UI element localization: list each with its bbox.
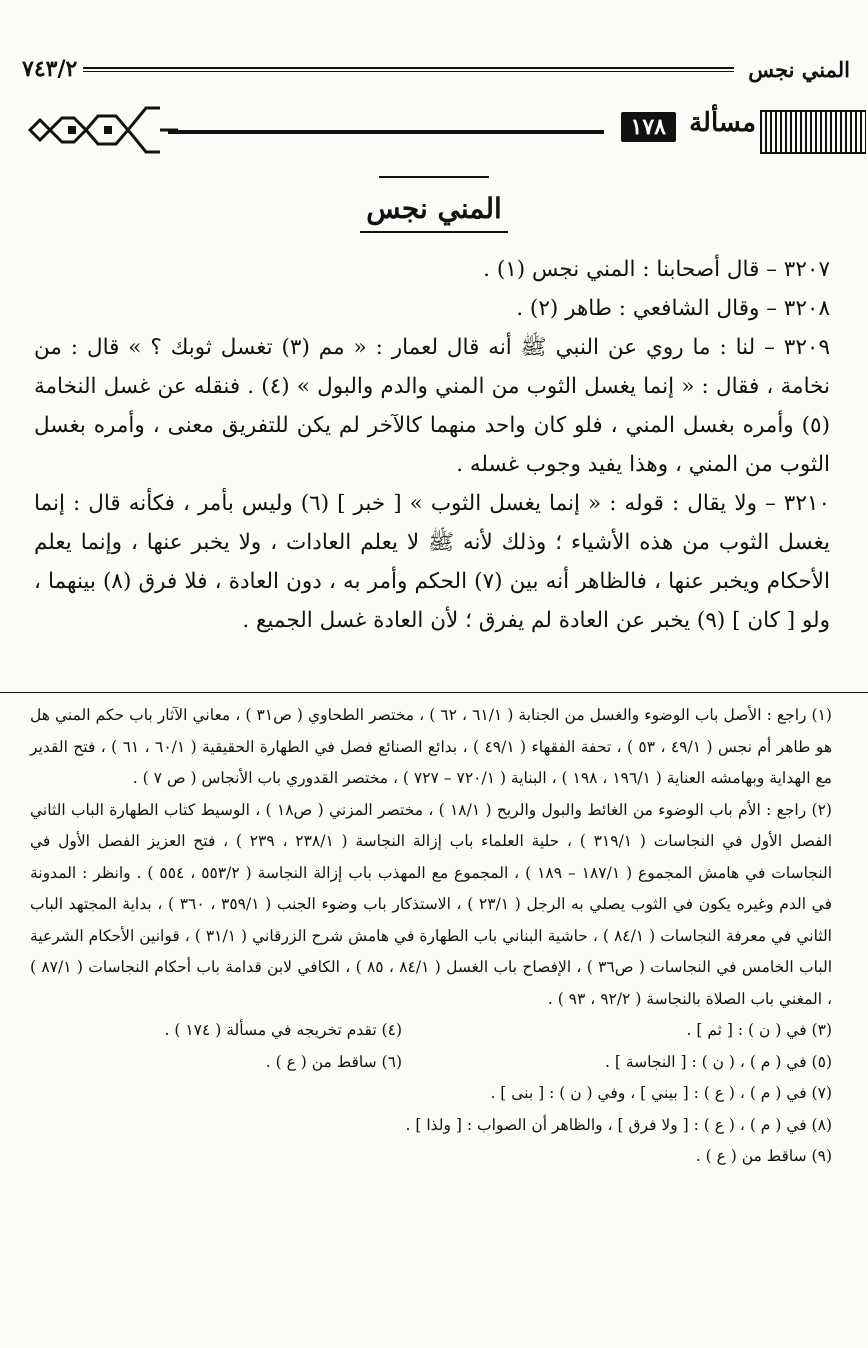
footnote-5: (٥) في ( م ) ، ( ن ) : [ النجاسة ] . <box>605 1052 832 1071</box>
page-title: المني نجس <box>360 192 508 233</box>
banner-rule <box>168 130 604 134</box>
footnote-row <box>30 1015 832 1047</box>
paragraph-3209: ٣٢٠٩ – لنا : ما روي عن النبي ﷺ أنه قال لعمار : « مم (٣) تغسل ثوبك ؟ » قال : من نخامة ، فقال : « إنما يغسل الثوب من المني والدم والبول » (٤) . فنقله عن غسل النخامة (٥) وأمره بغسل المني ، فلو كان واحد منهما كالآخر لم يكن للتفريق معنى ، وأمره بغسل الثوب من المني ، وهذا يفيد وجوب غسله . <box>34 335 830 477</box>
paragraph-3210: ٣٢١٠ – ولا يقال : قوله : « إنما يغسل الثوب » [ خبر ] (٦) وليس بأمر ، فكأنه قال : إنما يغسل الثوب من هذه الأشياء ؛ وذلك لأنه ﷺ لا يعلم العادات ، ولا يخبر عنها ، وإنما يعلم الأحكام ويخبر عنها ، فالظاهر أنه بين (٧) الحكم وأمر به ، دون العادة ، فلا فرق (٨) بينهما ، ولو [ كان ] (٩) يخبر عن العادة لم يفرق ؛ لأن العادة غسل الجميع . <box>34 491 830 633</box>
footnote-4: (٤) تقدم تخريجه في مسألة ( ١٧٤ ) . <box>164 1021 402 1039</box>
footnote-8: (٨) في ( م ) ، ( ع ) : [ ولا فرق ] ، والظاهر أن الصواب : [ ولذا ] . <box>405 1115 832 1134</box>
footnote-6: (٦) ساقط من ( ع ) . <box>265 1052 402 1071</box>
heading-top-rule <box>379 176 489 178</box>
running-title: المني نجس <box>748 56 850 82</box>
footnote-7: (٧) في ( م ) ، ( ع ) : [ بيني ] ، وفي ( ن ) : [ بنى ] . <box>490 1084 832 1102</box>
issue-banner <box>18 98 866 160</box>
issue-label: مسألة <box>689 108 756 138</box>
footnote-1: (١) راجع : الأصل باب الوضوء والغسل من الجنابة ( ٦١/١ ، ٦٢ ) ، مختصر الطحاوي ( ص٣١ ) ، معاني الآثار باب حكم المني هل هو طاهر أم نجس ( ٤٩/١ ، ٥٣ ) ، تحفة الفقهاء ( ٤٩/١ ) ، بدائع الصنائع فصل في الطهارة الحقيقية ( ٦٠/١ ، ٦١ ) ، فتح القدير مع الهداية وبهامشه العناية ( ١٩٦/١ ، ١٩٨ ) ، البناية ( ٧٢٠/١ – ٧٢٧ ) ، مختصر القدوري باب الأنجاس ( ص ٧ ) . <box>30 706 832 787</box>
footnote-3: (٣) في ( ن ) : [ ثم ] . <box>686 1021 832 1039</box>
paragraph-3207: ٣٢٠٧ – قال أصحابنا : المني نجس (١) . <box>483 257 830 282</box>
footnote-separator <box>0 692 868 693</box>
decorative-bars <box>760 110 866 154</box>
footnotes <box>30 700 832 1173</box>
running-header <box>22 52 850 86</box>
paragraph-3208: ٣٢٠٨ – وقال الشافعي : طاهر (٢) . <box>516 296 830 321</box>
footnote-9: (٩) ساقط من ( ع ) . <box>695 1147 832 1165</box>
footnote-row <box>30 1047 832 1079</box>
page-number: ٧٤٣/٢ <box>22 56 78 82</box>
section-heading <box>0 176 868 233</box>
footnote-2: (٢) راجع : الأم باب الوضوء من الغائط والبول والريح ( ١٨/١ ) ، مختصر المزني ( ص١٨ ) ، الوسيط كتاب الطهارة الباب الثاني الفصل الأول في النجاسات ( ٣١٩/١ ) ، حلية العلماء باب إزالة النجاسة ( ٢٣٨/١ ، ٢٣٩ ) ، فتح العزيز الفصل الأول في النجاسات في هامش المجموع ( ١٨٧/١ – ١٨٩ ) ، المجموع مع المهذب باب إزالة النجاسة ( ٥٥٣/٢ ، ٥٥٤ ) . وانظر : المدونة في الدم وغيره يكون في الثوب يصلي به الرجل ( ٢٣/١ ) ، الاستذكار باب وضوء الجنب ( ٣٥٩/١ ، ٣٦٠ ) ، بداية المجتهد الباب الثاني في معرفة النجاسات ( ٨٤/١ ) ، حاشية البناني باب الطهارة في هامش شرح الزرقاني ( ٣١/١ ) ، قوانين الأحكام الشرعية الباب الخامس في النجاسات ( ص٣٦ ) ، الإفصاح باب الغسل ( ٨٤/١ ، ٨٥ ) ، الكافي لابن قدامة باب أحكام النجاسات ( ٨٧/١ ) ، المغني باب الصلاة بالنجاسة ( ٩٢/٢ ، ٩٣ ) . <box>30 800 833 1008</box>
ornament-icon <box>18 98 178 160</box>
header-rule <box>83 67 734 72</box>
main-text <box>34 250 830 640</box>
issue-number: ١٧٨ <box>621 112 676 142</box>
